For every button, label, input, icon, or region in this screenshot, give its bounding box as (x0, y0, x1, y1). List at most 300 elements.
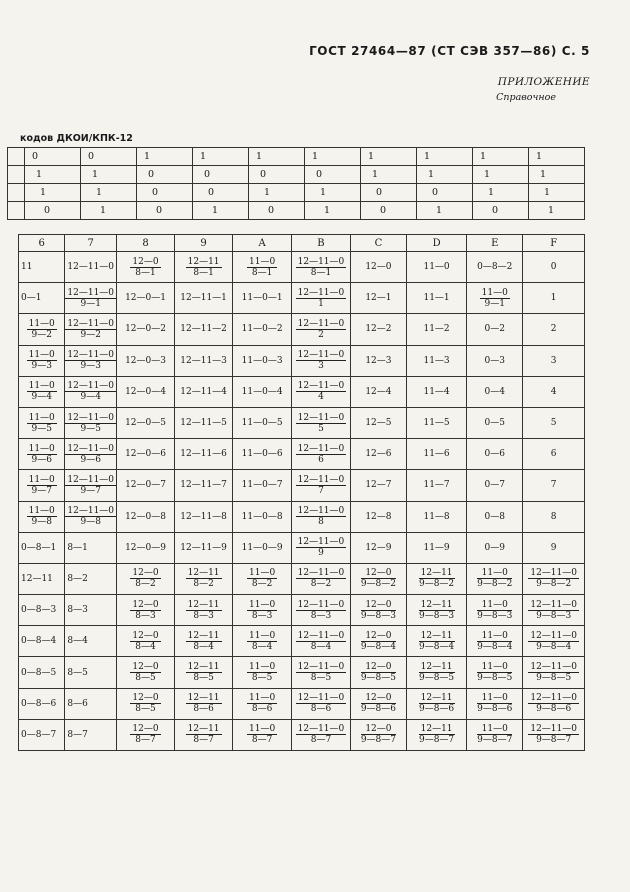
column-header: B (292, 235, 351, 252)
code-denominator: 9—8—2 (477, 579, 513, 590)
code-cell: 0—6 (467, 439, 523, 470)
code-fraction (296, 288, 347, 309)
code-numerator: 11—0 (28, 381, 55, 392)
code-cell: 8—6 (65, 688, 117, 719)
code-cell (233, 595, 292, 626)
code-cell: 12—11—6 (175, 439, 233, 470)
code-cell: 11—2 (407, 314, 467, 345)
code-fraction (480, 288, 510, 309)
bit-cell: 1 (137, 148, 193, 166)
bit-cell: 1 (473, 184, 529, 202)
code-cell (523, 688, 585, 719)
table-row (19, 719, 585, 750)
code-fraction (130, 257, 160, 278)
code-fraction (296, 350, 347, 371)
code-numerator: 12—11—0 (297, 724, 345, 735)
code-cell (175, 563, 233, 594)
code-fraction (65, 413, 116, 434)
code-cell: 11—6 (407, 439, 467, 470)
code-numerator: 12—11—0 (67, 381, 115, 392)
code-numerator: 12—11—0 (530, 662, 577, 673)
code-denominator: 3 (318, 361, 324, 372)
code-cell: 11—0—1 (233, 283, 292, 314)
code-cell (175, 626, 233, 657)
code-numerator: 12—0 (361, 724, 396, 735)
code-fraction (65, 475, 116, 496)
code-cell: 12—0—3 (117, 345, 175, 376)
code-cell: 11—1 (407, 283, 467, 314)
code-cell (292, 719, 351, 750)
table-row (19, 345, 585, 376)
appendix-subtitle: Справочное (496, 92, 556, 103)
code-cell: 11—0—9 (233, 532, 292, 563)
code-cell: 0—8—4 (19, 626, 65, 657)
code-cell (292, 314, 351, 345)
code-fraction (247, 631, 277, 652)
document-title: ГОСТ 27464—87 (СТ СЭВ 357—86) С. 5 (309, 44, 590, 58)
code-fraction (296, 475, 347, 496)
code-numerator: 12—11 (187, 693, 220, 704)
code-fraction (296, 257, 347, 278)
code-numerator: 12—11—0 (67, 506, 115, 517)
code-numerator: 11—0 (477, 631, 512, 642)
code-numerator: 12—11—0 (67, 412, 115, 423)
code-numerator: 12—0 (132, 662, 159, 673)
code-fraction (361, 693, 396, 714)
code-fraction (27, 350, 57, 371)
bit-cell: 0 (417, 184, 473, 202)
code-denominator: 9—8—3 (536, 610, 572, 621)
code-numerator: 12—11 (420, 693, 453, 704)
code-fraction (247, 568, 277, 589)
code-fraction (419, 724, 455, 745)
code-numerator: 12—11—0 (297, 443, 345, 454)
code-fraction (247, 693, 277, 714)
code-cell: 4 (523, 376, 585, 407)
column-header: D (407, 235, 467, 252)
bit-cell: 1 (473, 148, 529, 166)
code-fraction (27, 506, 57, 527)
code-denominator: 9—8—2 (536, 579, 572, 590)
code-fraction (477, 631, 512, 652)
bit-cell: 1 (361, 148, 417, 166)
code-cell (175, 657, 233, 688)
code-cell (467, 657, 523, 688)
code-denominator: 9—8—3 (418, 610, 455, 621)
code-cell: 11—0—4 (233, 376, 292, 407)
bit-cell: 1 (193, 202, 249, 220)
code-numerator: 11—0 (28, 318, 55, 329)
code-cell: 12—8 (350, 501, 406, 532)
code-cell (65, 470, 117, 501)
code-denominator: 9—8—4 (418, 641, 455, 652)
code-cell (233, 688, 292, 719)
code-cell: 12—11—3 (175, 345, 233, 376)
code-numerator: 11—0 (28, 443, 55, 454)
column-header: 6 (19, 235, 65, 252)
code-fraction (130, 724, 160, 745)
column-header: 7 (65, 235, 117, 252)
code-cell: 12—0—9 (117, 532, 175, 563)
bit-cell: 1 (193, 148, 249, 166)
code-numerator: 12—0 (361, 568, 396, 579)
code-cell: 0—8—7 (19, 719, 65, 750)
code-cell (292, 345, 351, 376)
code-numerator: 12—11 (187, 662, 220, 673)
code-cell: 12—1 (350, 283, 406, 314)
code-fraction (296, 413, 347, 434)
code-denominator: 9—8—5 (418, 673, 455, 684)
code-cell: 0—3 (467, 345, 523, 376)
code-cell (467, 563, 523, 594)
bit-cell: 1 (81, 202, 137, 220)
code-numerator: 11—0 (28, 350, 55, 361)
bit-row-lead-cell (8, 184, 25, 202)
code-numerator: 12—11—0 (297, 474, 345, 485)
code-cell (175, 595, 233, 626)
code-numerator: 11—0 (477, 662, 512, 673)
code-cell (407, 657, 467, 688)
code-denominator: 9—7 (31, 485, 52, 496)
code-denominator: 8—1 (135, 267, 156, 278)
code-denominator: 8—2 (193, 579, 214, 590)
code-fraction (27, 319, 57, 340)
code-cell (233, 719, 292, 750)
bit-cell: 0 (305, 166, 361, 184)
code-numerator: 12—11—0 (297, 412, 345, 423)
bit-cell: 1 (529, 148, 585, 166)
code-cell: 8—5 (65, 657, 117, 688)
code-cell: 11—4 (407, 376, 467, 407)
code-denominator: 9—8—3 (477, 610, 513, 621)
code-fraction (186, 724, 222, 745)
code-fraction (27, 413, 57, 434)
code-cell: 0—8—5 (19, 657, 65, 688)
code-fraction (296, 600, 347, 621)
code-denominator: 8—3 (135, 610, 156, 621)
code-denominator: 6 (318, 454, 324, 465)
code-numerator: 11—0 (28, 412, 55, 423)
bit-cell: 1 (529, 184, 585, 202)
code-denominator: 8—4 (251, 641, 273, 652)
code-cell (523, 719, 585, 750)
code-cell: 11—3 (407, 345, 467, 376)
code-numerator: 11—0 (249, 568, 276, 579)
code-fraction (130, 600, 160, 621)
code-fraction (27, 475, 57, 496)
code-denominator: 9—3 (31, 361, 52, 372)
code-cell: 11—9 (407, 532, 467, 563)
code-numerator: 12—11—0 (67, 287, 115, 298)
code-fraction (419, 600, 455, 621)
code-cell: 12—11 (19, 563, 65, 594)
code-cell (19, 439, 65, 470)
code-denominator: 9—8—6 (360, 704, 397, 715)
code-fraction (528, 568, 579, 589)
code-cell: 0—8—3 (19, 595, 65, 626)
code-cell: 12—3 (350, 345, 406, 376)
code-denominator: 8—1 (251, 267, 273, 278)
code-cell (175, 688, 233, 719)
code-denominator: 8—3 (193, 610, 214, 621)
code-numerator: 12—11 (420, 599, 453, 610)
code-cell (19, 345, 65, 376)
code-numerator: 12—11 (187, 599, 220, 610)
code-numerator: 12—11 (420, 630, 453, 641)
code-denominator: 9—8—7 (360, 735, 397, 746)
code-cell (407, 688, 467, 719)
code-denominator: 8—4 (193, 641, 214, 652)
code-cell (117, 657, 175, 688)
code-numerator: 12—0 (361, 693, 396, 704)
code-cell (175, 719, 233, 750)
code-cell: 12—11—9 (175, 532, 233, 563)
code-cell (467, 688, 523, 719)
code-cell: 11—5 (407, 407, 467, 438)
code-numerator: 12—11—0 (530, 630, 577, 641)
code-cell: 12—0—4 (117, 376, 175, 407)
code-table-header (19, 235, 585, 252)
code-fraction (296, 506, 347, 527)
code-cell (175, 252, 233, 283)
code-fraction (186, 631, 222, 652)
code-numerator: 12—11—0 (297, 662, 345, 673)
code-numerator: 11—0 (477, 568, 512, 579)
code-numerator: 11—0 (477, 693, 512, 704)
code-numerator: 11—0 (477, 724, 512, 735)
code-fraction (477, 724, 512, 745)
code-cell (292, 407, 351, 438)
code-numerator: 12—11 (420, 568, 453, 579)
code-cell: 3 (523, 345, 585, 376)
code-denominator: 9 (318, 548, 324, 559)
code-numerator: 12—11—0 (530, 724, 577, 735)
code-numerator: 11—0 (481, 287, 508, 298)
bit-cell: 1 (25, 184, 81, 202)
bit-cell: 0 (81, 148, 137, 166)
code-cell: 11—0—3 (233, 345, 292, 376)
bit-row (8, 202, 585, 220)
code-cell (292, 688, 351, 719)
code-cell (523, 563, 585, 594)
code-cell: 12—11—0 (65, 252, 117, 283)
code-numerator: 12—11—0 (67, 318, 115, 329)
code-fraction (419, 662, 455, 683)
code-numerator: 12—11—0 (297, 693, 345, 704)
code-denominator: 8—7 (251, 735, 273, 746)
code-fraction (477, 693, 512, 714)
code-fraction (65, 506, 116, 527)
code-denominator: 8—3 (310, 610, 332, 621)
code-cell: 0 (523, 252, 585, 283)
code-cell: 12—4 (350, 376, 406, 407)
code-cell: 8—2 (65, 563, 117, 594)
code-numerator: 12—11—0 (297, 287, 345, 298)
code-denominator: 8—6 (251, 704, 273, 715)
bit-cell: 1 (417, 148, 473, 166)
code-cell (350, 563, 406, 594)
code-cell (407, 595, 467, 626)
column-header: 8 (117, 235, 175, 252)
code-cell (523, 657, 585, 688)
code-cell: 0—4 (467, 376, 523, 407)
code-cell (233, 563, 292, 594)
code-cell (65, 439, 117, 470)
column-header: A (233, 235, 292, 252)
code-denominator: 9—8 (80, 517, 101, 528)
bit-cell: 1 (81, 184, 137, 202)
bit-row-lead-cell (8, 166, 25, 184)
code-cell (292, 595, 351, 626)
code-fraction (186, 662, 222, 683)
code-denominator: 9—8—4 (536, 641, 572, 652)
code-denominator: 9—8—6 (477, 704, 513, 715)
code-cell: 12—11—1 (175, 283, 233, 314)
code-cell: 7 (523, 470, 585, 501)
code-cell: 12—11—4 (175, 376, 233, 407)
bit-cell: 1 (417, 202, 473, 220)
code-cell: 0—8—2 (467, 252, 523, 283)
code-numerator: 12—0 (132, 256, 159, 267)
code-cell: 11 (19, 252, 65, 283)
table-row (19, 252, 585, 283)
code-cell (65, 283, 117, 314)
code-numerator: 12—11 (187, 630, 220, 641)
code-denominator: 8—5 (135, 704, 156, 715)
code-fraction (130, 662, 160, 683)
code-fraction (361, 724, 396, 745)
code-cell: 12—0—5 (117, 407, 175, 438)
code-fraction (419, 568, 455, 589)
column-header: C (350, 235, 406, 252)
code-cell: 12—7 (350, 470, 406, 501)
code-denominator: 9—8—5 (360, 673, 397, 684)
code-denominator: 9—2 (31, 329, 52, 340)
code-denominator: 8—6 (193, 704, 214, 715)
code-fraction (27, 444, 57, 465)
code-cell (292, 626, 351, 657)
code-fraction (65, 288, 116, 309)
code-denominator: 1 (318, 298, 324, 309)
code-fraction (296, 537, 347, 558)
code-numerator: 12—0 (361, 600, 396, 611)
code-denominator: 8—5 (251, 673, 273, 684)
code-denominator: 9—4 (80, 392, 101, 403)
table-row (19, 376, 585, 407)
code-numerator: 11—0 (249, 724, 276, 735)
code-cell: 12—11—5 (175, 407, 233, 438)
code-cell (292, 563, 351, 594)
code-denominator: 9—8—6 (536, 704, 572, 715)
code-numerator: 12—11—0 (297, 256, 345, 267)
code-fraction (296, 724, 347, 745)
code-fraction (361, 568, 396, 589)
code-denominator: 9—2 (80, 329, 101, 340)
code-fraction (419, 631, 455, 652)
code-fraction (247, 724, 277, 745)
code-cell (65, 501, 117, 532)
code-denominator: 8—5 (310, 673, 332, 684)
bit-cell: 0 (137, 202, 193, 220)
code-fraction (477, 568, 512, 589)
code-fraction (477, 600, 512, 621)
code-cell: 11—7 (407, 470, 467, 501)
bit-cell: 0 (361, 184, 417, 202)
code-fraction (419, 693, 455, 714)
code-cell (19, 376, 65, 407)
code-numerator: 12—0 (132, 568, 159, 579)
code-denominator: 9—8—4 (360, 641, 397, 652)
code-fraction (528, 631, 579, 652)
code-cell: 11—0—6 (233, 439, 292, 470)
code-cell (117, 688, 175, 719)
code-cell: 11—0 (407, 252, 467, 283)
code-cell (467, 719, 523, 750)
column-header: E (467, 235, 523, 252)
code-cell: 12—11—8 (175, 501, 233, 532)
code-cell (350, 657, 406, 688)
code-cell (19, 470, 65, 501)
table-row (19, 626, 585, 657)
code-denominator: 4 (318, 392, 324, 403)
code-cell (467, 626, 523, 657)
code-cell (117, 626, 175, 657)
code-denominator: 8—4 (310, 641, 332, 652)
code-fraction (361, 600, 396, 621)
code-numerator: 12—0 (132, 693, 159, 704)
code-cell: 11—0—2 (233, 314, 292, 345)
bit-cell: 0 (249, 202, 305, 220)
code-fraction (130, 693, 160, 714)
code-numerator: 12—11 (420, 724, 453, 735)
table-row (19, 470, 585, 501)
code-numerator: 12—11—0 (530, 568, 577, 579)
code-cell (117, 595, 175, 626)
code-cell: 12—6 (350, 439, 406, 470)
code-cell: 12—2 (350, 314, 406, 345)
code-numerator: 11—0 (249, 256, 276, 267)
code-numerator: 12—11—0 (297, 537, 345, 548)
code-cell: 12—9 (350, 532, 406, 563)
bit-cell: 1 (417, 166, 473, 184)
table-row (19, 657, 585, 688)
table-row (19, 563, 585, 594)
code-denominator: 9—8—7 (477, 735, 513, 746)
code-denominator: 9—8—5 (477, 673, 513, 684)
code-fraction (361, 631, 396, 652)
bit-cell: 1 (529, 166, 585, 184)
code-fraction (296, 444, 347, 465)
code-denominator: 7 (318, 485, 324, 496)
code-denominator: 9—5 (31, 423, 52, 434)
code-numerator: 12—11—0 (67, 474, 115, 485)
code-numerator: 12—11—0 (297, 506, 345, 517)
code-cell (117, 252, 175, 283)
code-cell (467, 595, 523, 626)
bit-cell: 0 (137, 166, 193, 184)
code-denominator: 9—8—3 (360, 610, 397, 621)
bit-cell: 1 (25, 166, 81, 184)
code-cell: 0—8 (467, 501, 523, 532)
code-cell (350, 626, 406, 657)
code-denominator: 8—5 (135, 673, 156, 684)
code-numerator: 12—0 (361, 631, 396, 642)
code-numerator: 12—11—0 (297, 381, 345, 392)
bit-row-lead-cell (8, 202, 25, 220)
code-cell (65, 407, 117, 438)
table-caption: кодов ДКОИ/КПК-12 (20, 133, 133, 144)
code-cell (292, 439, 351, 470)
